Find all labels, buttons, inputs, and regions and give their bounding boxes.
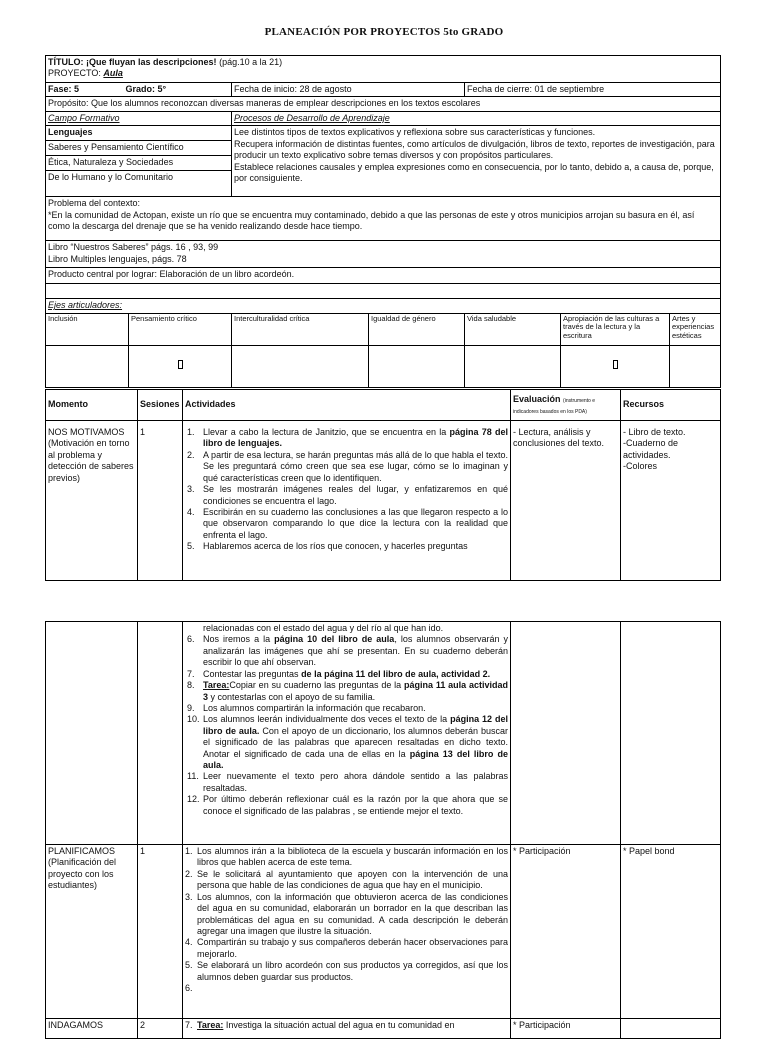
checkbox-icon xyxy=(613,360,618,369)
list-item: 1. Llevar a cabo la lectura de Janitzio, que se encuentra en la página 78 del libro de lenguajes. xyxy=(187,427,508,449)
grado: Grado: 5° xyxy=(125,84,167,94)
momento-cell xyxy=(46,421,138,581)
proyecto-value: Aula xyxy=(103,68,123,79)
titulo-value: ¡Que fluyan las descripciones! xyxy=(86,57,217,67)
libro-2: Libro Multiples lenguajes, págs. 78 xyxy=(48,253,187,264)
eje-apropiacion: Apropiación de las culturas a través de la lectura y la escritura xyxy=(561,313,670,345)
fecha-cierre: Fecha de cierre: 01 de septiembre xyxy=(465,83,721,97)
evaluacion-cell: - Lectura, análisis y conclusiones del texto. xyxy=(511,421,621,581)
momento-cell-2 xyxy=(46,845,138,1019)
procesos-header: Procesos de Desarrollo de Aprendizaje xyxy=(232,111,721,125)
actividades-cell-cont xyxy=(183,622,511,845)
col-recursos: Recursos xyxy=(621,390,721,421)
recursos-cell-2: * Papel bond xyxy=(621,845,721,1019)
momento-cell-cont xyxy=(46,622,138,845)
recursos-cell xyxy=(621,421,721,581)
momento-desc: (Planificación del proyecto con los estudiantes) xyxy=(48,857,117,891)
page-title: PLANEACIÓN POR PROYECTOS 5to GRADO xyxy=(264,26,504,38)
sesiones-cell-cont xyxy=(138,622,183,845)
list-item: 9. Los alumnos compartirán la información que recabaron. xyxy=(187,702,426,713)
fecha-inicio: Fecha de inicio: 28 de agosto xyxy=(232,83,465,97)
list-item: 7. Tarea: Investiga la situación actual del agua en tu comunidad en xyxy=(185,1020,455,1030)
titulo-cell xyxy=(46,56,721,83)
fase-cell xyxy=(46,83,232,97)
eje-igualdad: Igualdad de género xyxy=(369,313,465,345)
list-item: 5. Se elaborará un libro acordeón con sus productos ya corregidos, así que los alumnos deben guardar sus productos. xyxy=(185,960,508,982)
info-table xyxy=(45,55,721,388)
list-item: relacionadas con el estado del agua y del río al que han ido. xyxy=(203,623,444,633)
evaluacion-cell-3: * Participación xyxy=(511,1019,621,1039)
eje-inclusion: Inclusión xyxy=(46,313,129,345)
eje-pensamiento: Pensamiento crítico xyxy=(129,313,232,345)
list-item: 12. Por último deberán reflexionar cuál es la razón por la que ahora que se conoce el significado de las palabras , se entiende mejor el texto. xyxy=(187,794,508,816)
libros-cell xyxy=(46,241,721,268)
actividades-cell xyxy=(183,421,511,581)
list-item: 4. Compartirán su trabajo y sus compañeros deberán hacer observaciones para mejorarlo. xyxy=(185,937,508,959)
producto: Producto central por lograr: Elaboración de un libro acordeón. xyxy=(46,268,721,284)
momento-desc: (Motivación en torno al problema y detección de saberes previos) xyxy=(48,438,134,483)
proceso-3: Establece relaciones causales y emplea expresiones como en consecuencia, por lo tanto, debido a, a causa de, porque, por consiguiente. xyxy=(234,161,714,183)
check-vida xyxy=(465,345,561,387)
list-item: 5. Hablaremos acerca de los ríos que conocen, y hacerles preguntas xyxy=(187,541,468,552)
libro-1: Libro “Nuestros Saberes” págs. 16 , 93, 99 xyxy=(48,242,219,253)
campo-lenguajes: Lenguajes xyxy=(46,126,232,141)
campo-header: Campo Formativo xyxy=(46,111,232,125)
proposito: Propósito: Que los alumnos reconozcan diversas maneras de emplear descripciones en los textos escolares xyxy=(46,97,721,111)
check-artes xyxy=(670,345,721,387)
problema-text: *En la comunidad de Actopan, existe un río que se encuentra muy contaminado, debido a que las personas de este y otros municipios arrojan su basura en él, así como la descarga del drenaje que se ha venido realizando desde hace tiempo. xyxy=(48,209,695,232)
list-item: 8. Tarea:Copiar en su cuaderno las preguntas de la página 11 aula actividad 3 y contestarlas con el apoyo de su familia. xyxy=(187,680,508,702)
list-item: 3. Se les mostrarán imágenes reales del lugar, y enfatizaremos en qué condiciones se encuentra el lago. xyxy=(187,484,508,506)
list-item: 7. Contestar las preguntas de la página 11 del libro de aula, actividad 2. xyxy=(187,668,491,679)
actividades-cell-3 xyxy=(183,1019,511,1039)
sesiones-cell-2: 1 xyxy=(138,845,183,1019)
problema-label: Problema del contexto: xyxy=(48,198,141,209)
problema-cell xyxy=(46,197,721,241)
ejes-label: Ejes articuladores: xyxy=(46,299,721,313)
eje-artes: Artes y experiencias estéticas xyxy=(670,313,721,345)
proyecto-label: PROYECTO: xyxy=(48,68,101,79)
check-apropiacion xyxy=(561,345,670,387)
checkbox-icon xyxy=(178,360,183,369)
list-item: 6. Nos iremos a la página 10 del libro de aula, los alumnos observarán y analizarán las imágenes que ahí se presentan. En su cuaderno deberán escribir lo que ahí observan. xyxy=(187,634,508,668)
proceso-1: Lee distintos tipos de textos explicativos y reflexiona sobre sus características y funciones. xyxy=(234,127,596,138)
list-item: 2. A partir de esa lectura, se harán preguntas más allá de lo que habla el texto. Se les preguntará cómo creen que sea ese lugar, cómo se lo imaginan y qué características creen que lo identifiquen. xyxy=(187,449,508,483)
check-interculturalidad xyxy=(232,345,369,387)
page-2 xyxy=(0,621,768,1030)
check-pensamiento xyxy=(129,345,232,387)
col-sesiones: Sesiones xyxy=(138,390,183,421)
list-item: 6. xyxy=(185,983,193,994)
sesiones-cell: 1 xyxy=(138,421,183,581)
evaluacion-cell-cont xyxy=(511,622,621,845)
list-item: 1. Los alumnos irán a la biblioteca de la escuela y buscarán información en los libros que hablen acerca de este tema. xyxy=(185,846,508,868)
campo-etica: Ética, Naturaleza y Sociedades xyxy=(46,156,232,171)
evaluacion-cell-2: * Participación xyxy=(511,845,621,1019)
titulo-pages: (pág.10 a la 21) xyxy=(219,57,283,67)
eje-vida: Vida saludable xyxy=(465,313,561,345)
check-igualdad xyxy=(369,345,465,387)
col-evaluacion xyxy=(511,390,621,421)
momento-title: NOS MOTIVAMOS xyxy=(48,427,125,437)
empty-row xyxy=(46,284,721,299)
actividades-cell-2 xyxy=(183,845,511,1019)
momento-title: PLANIFICAMOS xyxy=(48,846,116,856)
recurso-item: -Cuaderno de actividades. xyxy=(623,438,679,460)
recursos-cell-cont xyxy=(621,622,721,845)
sesiones-cell-3: 2 xyxy=(138,1019,183,1039)
col-evaluacion-label: Evaluación xyxy=(513,393,561,404)
col-momento: Momento xyxy=(46,390,138,421)
list-item: 3. Los alumnos, con la información que obtuvieron acerca de las condiciones del agua en su comunidad, elaborarán un borrador en la que describan las problemáticas del agua en su comunidad. A cada descripción le deberán agregar una imagen que ilustre la situación. xyxy=(185,891,508,936)
campo-saberes: Saberes y Pensamiento Científico xyxy=(46,141,232,156)
col-evaluacion-note: (instrumento e indicadores basados en los PDA) xyxy=(513,397,596,415)
procesos-cell xyxy=(232,126,721,197)
list-item: 4. Escribirán en su cuaderno las conclusiones a las que llegaron respecto a lo que observaron comparando lo que dice la lectura con la realidad que enfrenta el lago. xyxy=(187,506,508,540)
check-inclusion xyxy=(46,345,129,387)
list-item: 11. Leer nuevamente el texto pero ahora dándole sentido a las palabras resaltadas. xyxy=(187,771,508,793)
col-actividades: Actividades xyxy=(183,390,511,421)
list-item: 2. Se le solicitará al ayuntamiento que apoyen con la intervención de una persona que hable de las condiciones de agua que hay en el municipio. xyxy=(185,868,508,891)
list-item: 10. Los alumnos leerán individualmente dos veces el texto de la página 12 del libro de aula. Con el apoyo de un diccionario, los alumnos deberán buscar el significado de las palabras que aparecen resaltadas en dicho texto. Anotar el significado de cada una de ellas en la página 13 del libro de aula. xyxy=(187,714,508,771)
momento-cell-3: INDAGAMOS xyxy=(46,1019,138,1039)
activities-table xyxy=(45,389,721,581)
titulo-label: TÍTULO: xyxy=(48,57,84,67)
eje-interculturalidad: Interculturalidad crítica xyxy=(232,313,369,345)
fase: Fase: 5 xyxy=(48,84,80,94)
recursos-cell-3 xyxy=(621,1019,721,1039)
campo-humano: De lo Humano y lo Comunitario xyxy=(46,171,232,197)
proceso-2: Recupera información de distintas fuentes, como artículos de divulgación, libros de texto, reportes de investigación, para producir un texto explicativo sobre temas diversos y con propósitos particulares. xyxy=(234,138,715,161)
recurso-item: - Libro de texto. xyxy=(623,427,686,437)
activities-table-continued xyxy=(45,621,721,1039)
recurso-item: -Colores xyxy=(623,461,658,472)
